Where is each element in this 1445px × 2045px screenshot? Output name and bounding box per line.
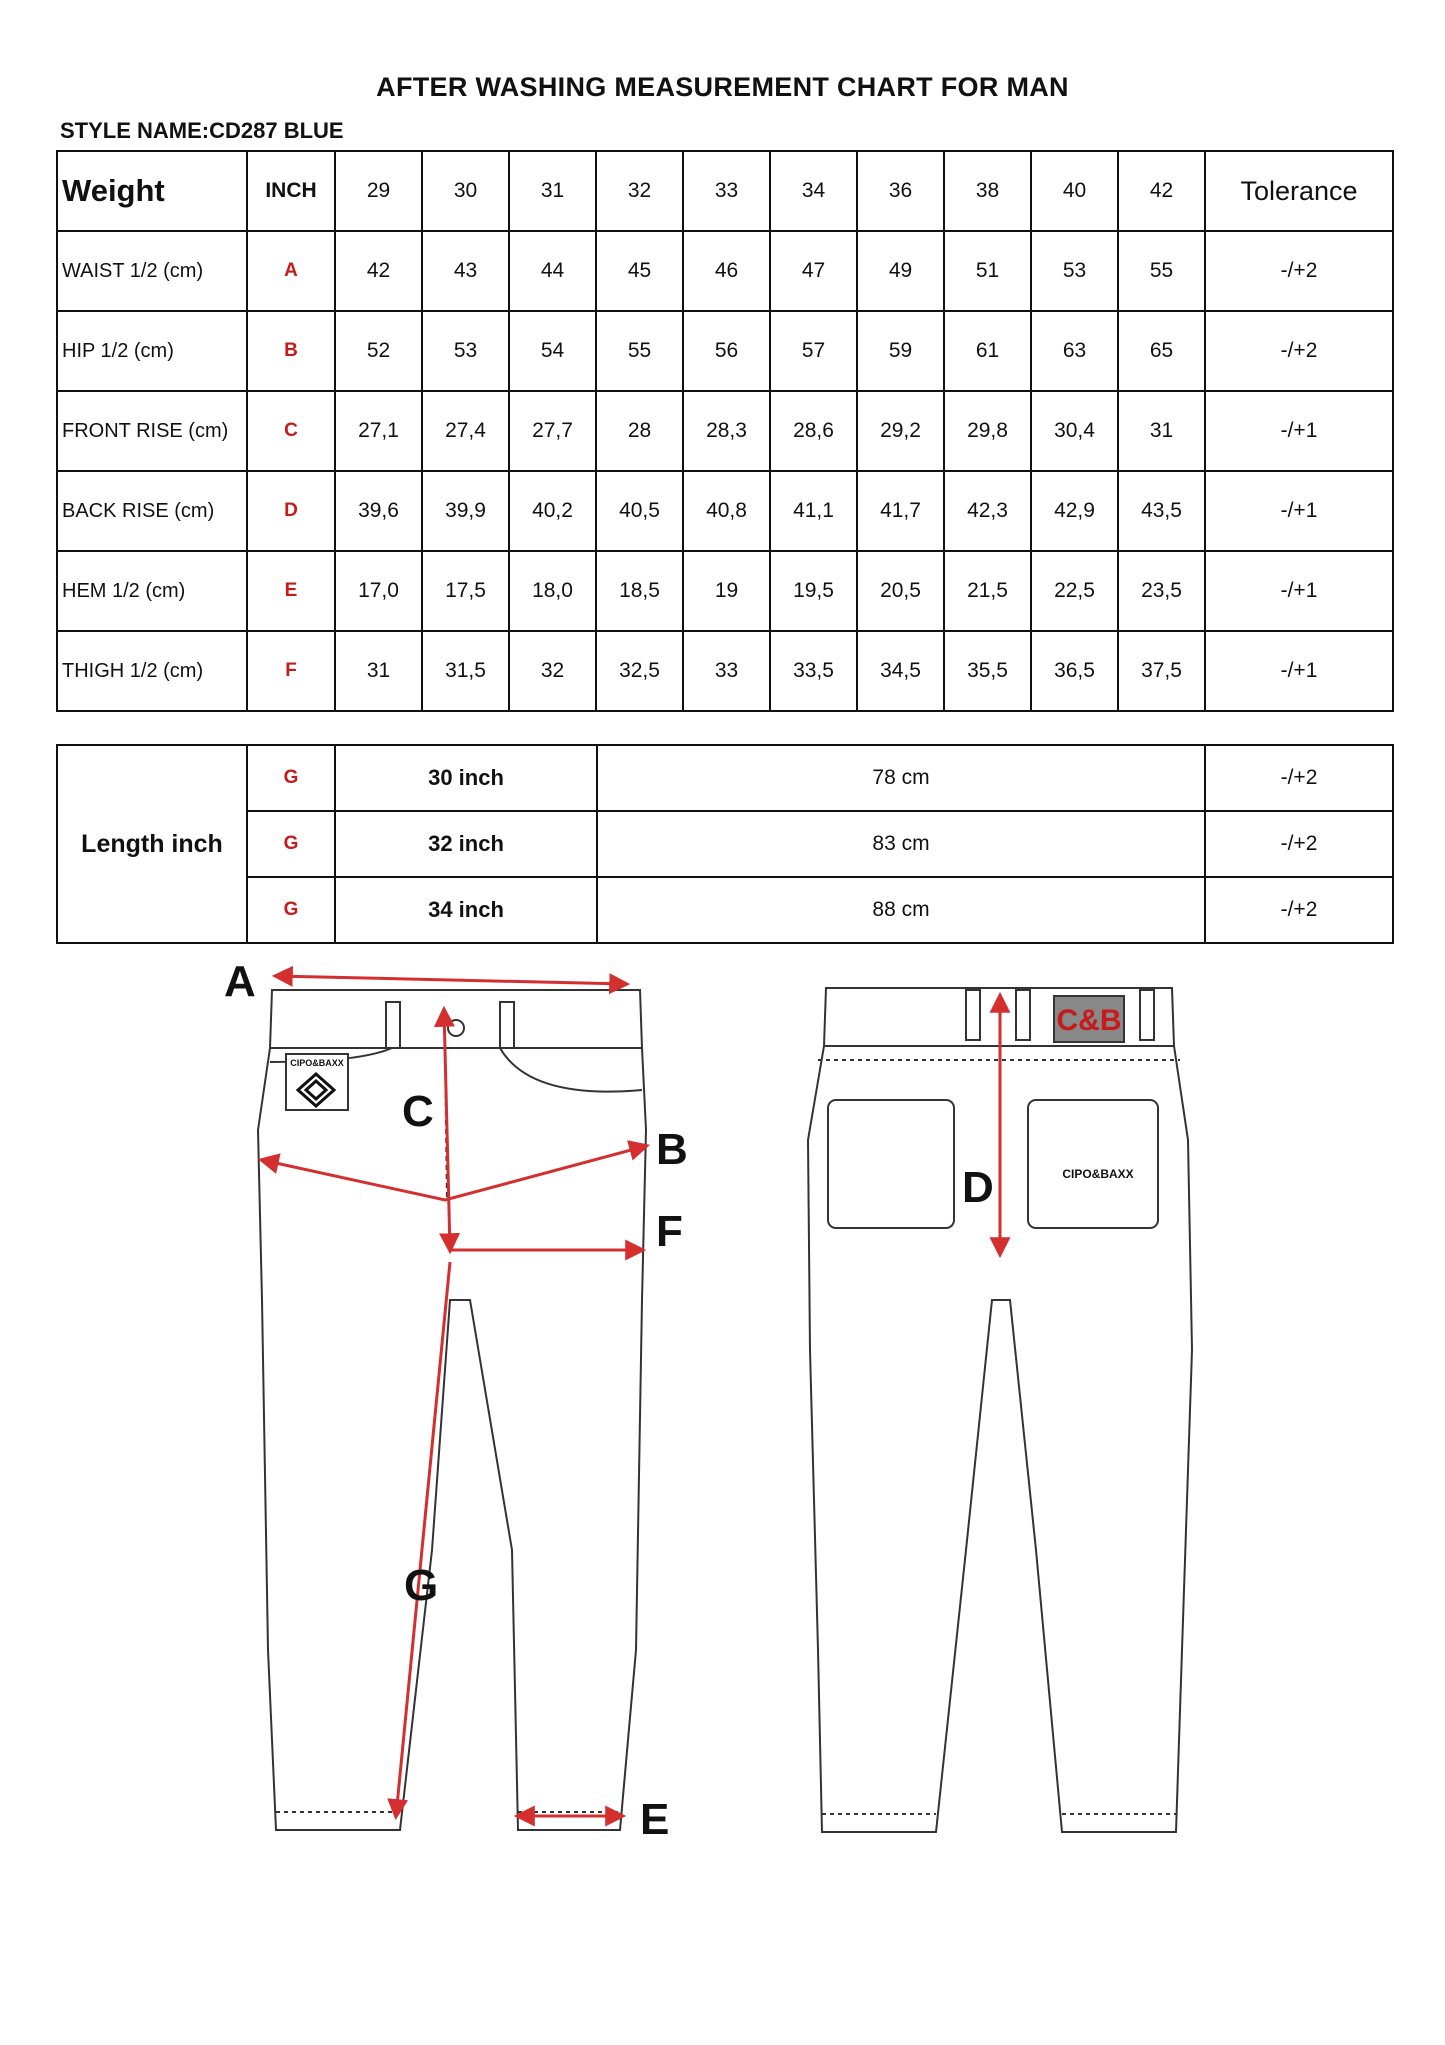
row-code: G: [247, 877, 335, 943]
size-header: 29: [335, 151, 422, 231]
length-cm: 88 cm: [597, 877, 1205, 943]
tolerance-cell: -/+2: [1205, 745, 1393, 811]
table-cell: 42,3: [944, 471, 1031, 551]
table-cell: 20,5: [857, 551, 944, 631]
table-row: [57, 231, 1393, 311]
table-cell: 28,3: [683, 391, 770, 471]
measure-line-a: [276, 976, 626, 984]
marker-label-g: G: [404, 1561, 439, 1610]
table-cell: 32: [509, 631, 596, 711]
tolerance-cell: -/+1: [1205, 551, 1393, 631]
size-header: 34: [770, 151, 857, 231]
table-cell: 39,6: [335, 471, 422, 551]
table-cell: 23,5: [1118, 551, 1205, 631]
table-cell: 51: [944, 231, 1031, 311]
table-cell: 33,5: [770, 631, 857, 711]
table-cell: 41,1: [770, 471, 857, 551]
table-cell: 55: [1118, 231, 1205, 311]
row-code: E: [247, 551, 335, 631]
row-label: BACK RISE (cm): [57, 471, 247, 551]
front-logo-text: CIPO&BAXX: [290, 1058, 344, 1068]
size-header: 33: [683, 151, 770, 231]
table-cell: 61: [944, 311, 1031, 391]
tolerance-cell: -/+1: [1205, 631, 1393, 711]
row-code: F: [247, 631, 335, 711]
table-cell: 43: [422, 231, 509, 311]
table-cell: 47: [770, 231, 857, 311]
table-cell: 32,5: [596, 631, 683, 711]
table-cell: 18,0: [509, 551, 596, 631]
table-cell: 57: [770, 311, 857, 391]
table-cell: 17,0: [335, 551, 422, 631]
tolerance-cell: -/+1: [1205, 391, 1393, 471]
table-cell: 27,4: [422, 391, 509, 471]
table-cell: 31,5: [422, 631, 509, 711]
row-label: HIP 1/2 (cm): [57, 311, 247, 391]
table-cell: 39,9: [422, 471, 509, 551]
row-code: A: [247, 231, 335, 311]
table-cell: 30,4: [1031, 391, 1118, 471]
inch-header: INCH: [247, 151, 335, 231]
table-cell: 27,1: [335, 391, 422, 471]
row-label: THIGH 1/2 (cm): [57, 631, 247, 711]
table-cell: 27,7: [509, 391, 596, 471]
table-cell: 54: [509, 311, 596, 391]
table-cell: 63: [1031, 311, 1118, 391]
table-cell: 28: [596, 391, 683, 471]
table-cell: 44: [509, 231, 596, 311]
table-cell: 43,5: [1118, 471, 1205, 551]
table-cell: 29,8: [944, 391, 1031, 471]
table-cell: 19: [683, 551, 770, 631]
pants-measurement-drawing: [0, 950, 1445, 1870]
table-cell: 65: [1118, 311, 1205, 391]
length-row: [57, 877, 1393, 943]
measure-line-b: [262, 1146, 646, 1200]
header-row: [57, 151, 1393, 231]
length-cm: 83 cm: [597, 811, 1205, 877]
table-row: [57, 631, 1393, 711]
row-code: D: [247, 471, 335, 551]
table-cell: 36,5: [1031, 631, 1118, 711]
table-cell: 21,5: [944, 551, 1031, 631]
table-row: [57, 391, 1393, 471]
table-cell: 31: [335, 631, 422, 711]
table-cell: 18,5: [596, 551, 683, 631]
length-label: Length inch: [57, 745, 247, 943]
row-code: G: [247, 745, 335, 811]
table-cell: 59: [857, 311, 944, 391]
table-row: [57, 471, 1393, 551]
row-label: HEM 1/2 (cm): [57, 551, 247, 631]
style-name: STYLE NAME:CD287 BLUE: [60, 118, 344, 143]
table-cell: 31: [1118, 391, 1205, 471]
table-cell: 35,5: [944, 631, 1031, 711]
size-header: 38: [944, 151, 1031, 231]
row-code: G: [247, 811, 335, 877]
table-cell: 17,5: [422, 551, 509, 631]
tolerance-cell: -/+2: [1205, 311, 1393, 391]
row-label: WAIST 1/2 (cm): [57, 231, 247, 311]
size-header: 42: [1118, 151, 1205, 231]
back-pocket-left: [828, 1100, 954, 1228]
table-cell: 33: [683, 631, 770, 711]
table-cell: 28,6: [770, 391, 857, 471]
size-header: 32: [596, 151, 683, 231]
length-inch: 34 inch: [335, 877, 597, 943]
size-header: 36: [857, 151, 944, 231]
table-cell: 42,9: [1031, 471, 1118, 551]
table-cell: 40,2: [509, 471, 596, 551]
table-cell: 29,2: [857, 391, 944, 471]
front-view: [258, 990, 646, 1830]
table-row: [57, 311, 1393, 391]
brand-patch-text: C&B: [1056, 1004, 1122, 1037]
length-inch: 32 inch: [335, 811, 597, 877]
row-code: C: [247, 391, 335, 471]
length-inch: 30 inch: [335, 745, 597, 811]
table-cell: 53: [422, 311, 509, 391]
marker-label-d: D: [962, 1163, 994, 1212]
table-cell: 53: [1031, 231, 1118, 311]
marker-label-a: A: [224, 957, 256, 1006]
table-cell: 41,7: [857, 471, 944, 551]
tolerance-cell: -/+2: [1205, 231, 1393, 311]
table-cell: 56: [683, 311, 770, 391]
marker-label-f: F: [656, 1207, 683, 1256]
table-row: [57, 551, 1393, 631]
table-cell: 55: [596, 311, 683, 391]
row-label: FRONT RISE (cm): [57, 391, 247, 471]
tolerance-header: Tolerance: [1205, 151, 1393, 231]
marker-label-c: C: [402, 1087, 434, 1136]
front-pocket-right: [500, 1048, 642, 1092]
marker-label-b: B: [656, 1125, 688, 1174]
tolerance-cell: -/+2: [1205, 811, 1393, 877]
weight-header: Weight: [57, 151, 247, 231]
back-pocket-right: [1028, 1100, 1158, 1228]
size-header: 30: [422, 151, 509, 231]
table-cell: 22,5: [1031, 551, 1118, 631]
table-cell: 45: [596, 231, 683, 311]
size-header: 31: [509, 151, 596, 231]
table-cell: 52: [335, 311, 422, 391]
row-code: B: [247, 311, 335, 391]
table-cell: 46: [683, 231, 770, 311]
table-cell: 19,5: [770, 551, 857, 631]
table-cell: 34,5: [857, 631, 944, 711]
page-title: AFTER WASHING MEASUREMENT CHART FOR MAN: [376, 72, 1069, 102]
table-cell: 40,5: [596, 471, 683, 551]
marker-label-e: E: [640, 1795, 670, 1844]
measurement-table: [56, 150, 1394, 712]
tolerance-cell: -/+2: [1205, 877, 1393, 943]
table-cell: 42: [335, 231, 422, 311]
table-cell: 37,5: [1118, 631, 1205, 711]
length-row: [57, 811, 1393, 877]
length-table: [56, 744, 1394, 944]
front-pants-outline: [258, 1048, 646, 1830]
table-cell: 40,8: [683, 471, 770, 551]
length-cm: 78 cm: [597, 745, 1205, 811]
length-row: [57, 745, 1393, 811]
tolerance-cell: -/+1: [1205, 471, 1393, 551]
size-header: 40: [1031, 151, 1118, 231]
measure-line-g: [396, 1262, 450, 1816]
back-pocket-logo-text: CIPO&BAXX: [1062, 1167, 1134, 1181]
table-cell: 49: [857, 231, 944, 311]
